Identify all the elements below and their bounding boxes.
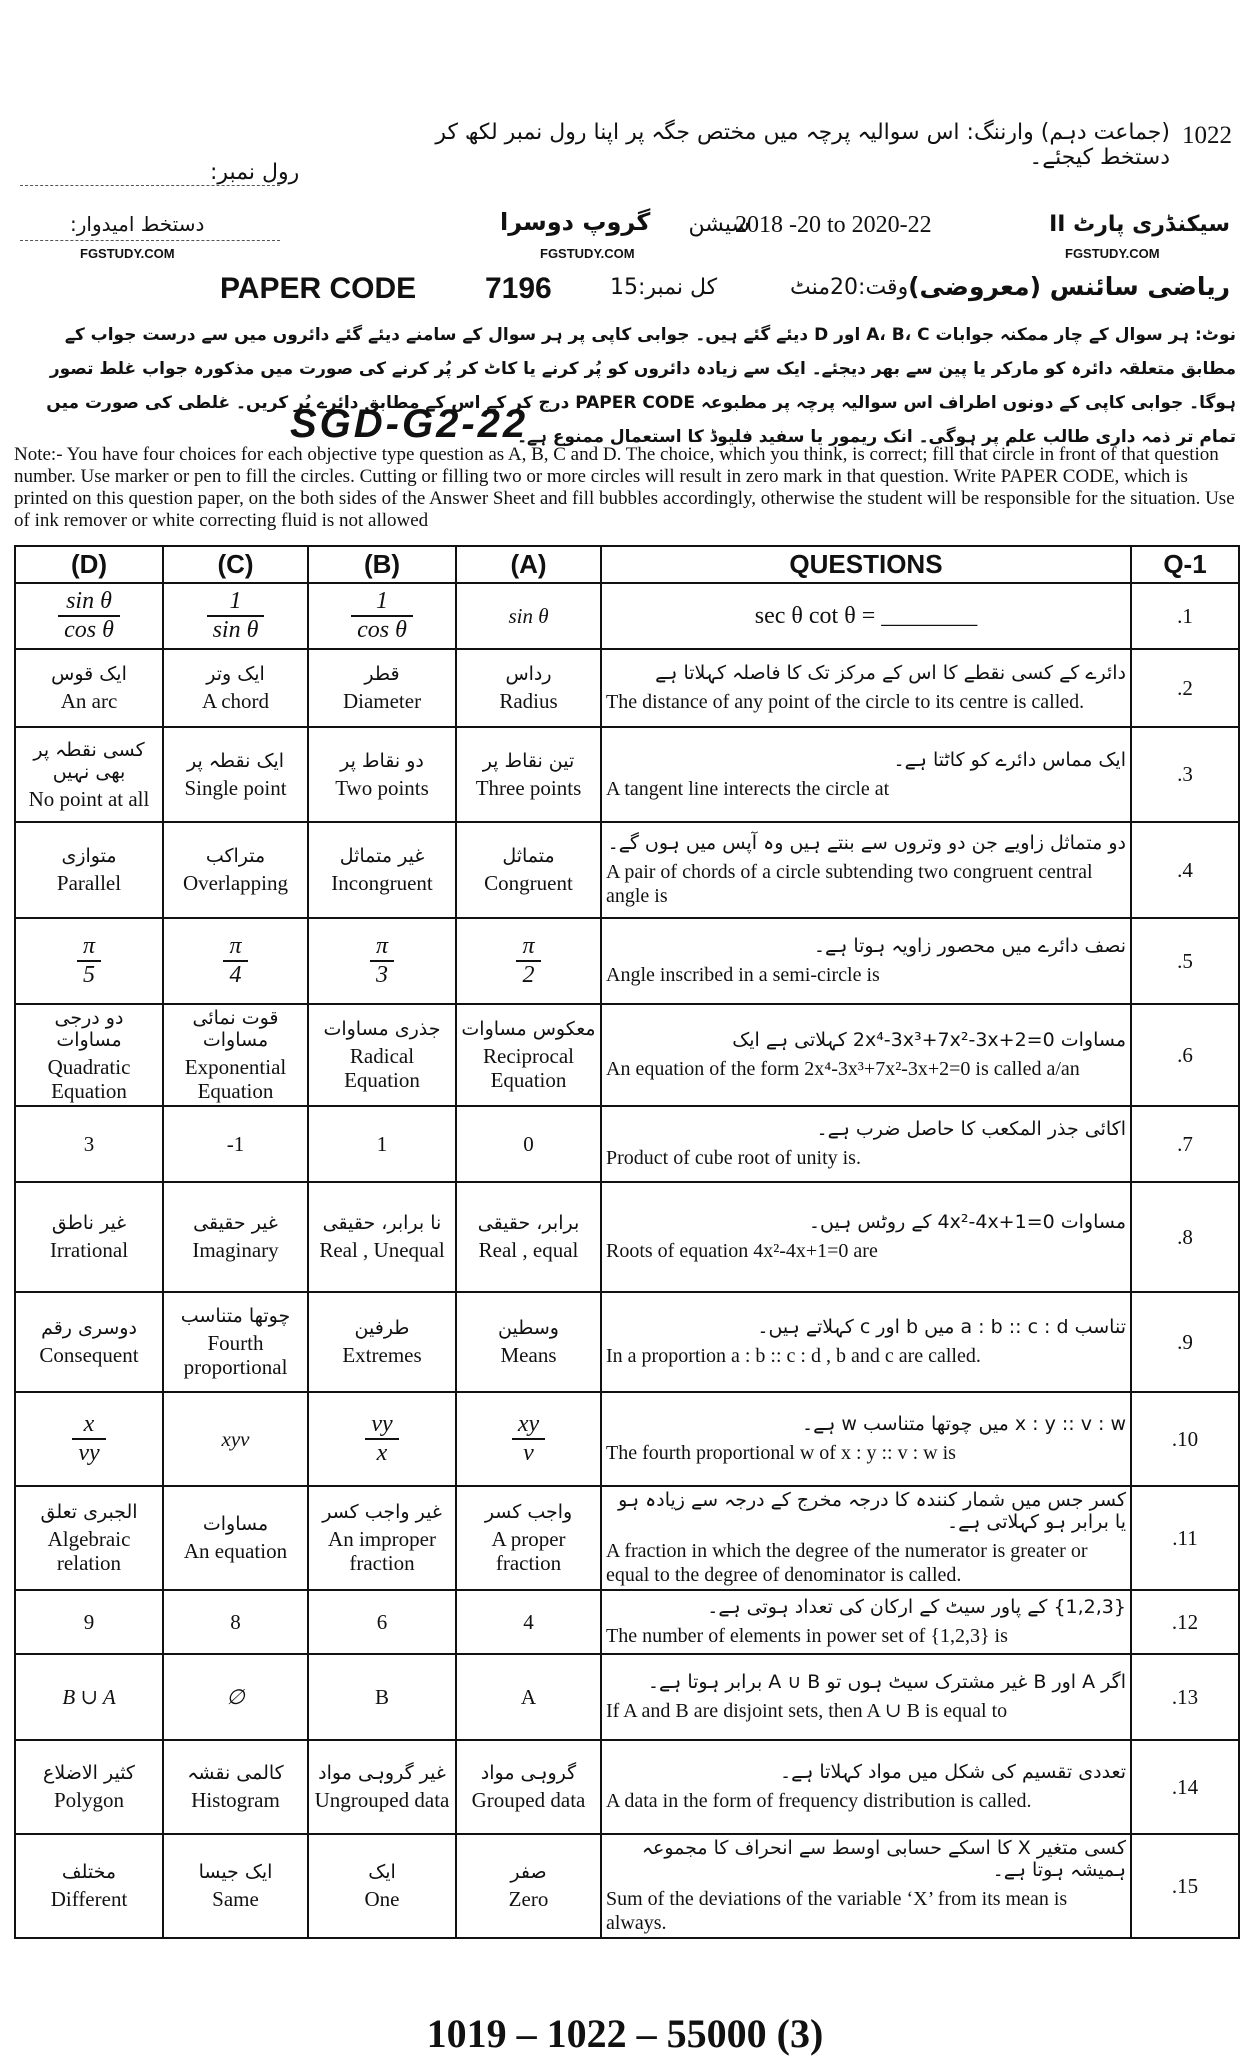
option-urdu-text: مساوات	[202, 1513, 269, 1535]
question-number: .13	[1131, 1654, 1239, 1740]
option-urdu-text: غیر گروہی مواد	[318, 1762, 446, 1784]
question-number: .11	[1131, 1486, 1239, 1590]
option-text: 4	[523, 1610, 534, 1634]
option-urdu-text: کالمی نقشہ	[187, 1762, 284, 1784]
question-text	[601, 649, 1131, 727]
question-urdu: کسر جس میں شمار کنندہ کا درجہ مخرج کے درجہ سے زیادہ ہو یا برابر ہو کہلاتی ہے۔	[618, 1489, 1126, 1533]
fraction-numerator: π	[82, 933, 96, 959]
option-text: Same	[212, 1887, 259, 1911]
option-d	[15, 1106, 163, 1182]
paper-code-value: 7196	[485, 272, 552, 305]
option-text: Imaginary	[192, 1238, 279, 1262]
option-text: Diameter	[342, 689, 422, 713]
option-urdu-text: قوت نمائی مساوات	[192, 1007, 279, 1051]
question-urdu: نصف دائرے میں محصور زاویہ ہوتا ہے۔	[813, 935, 1126, 957]
option-a	[456, 1834, 601, 1938]
question-text	[601, 1392, 1131, 1486]
option-a	[456, 1590, 601, 1654]
option-urdu-text: کثیر الاضلاع	[43, 1762, 135, 1784]
question-urdu: ایک مماس دائرے کو کاٹتا ہے۔	[893, 748, 1126, 771]
option-urdu-text: وسطین	[498, 1317, 559, 1339]
table-row	[15, 1004, 1239, 1106]
option-urdu-text: رداس	[505, 663, 552, 685]
option-urdu-text: ایک وتر	[206, 663, 265, 685]
option-d	[15, 649, 163, 727]
option-text: 1	[376, 1132, 388, 1156]
option-d	[15, 1292, 163, 1392]
option-text: No point at all	[28, 786, 150, 811]
question-number: .9	[1131, 1292, 1239, 1392]
option-text: Means	[500, 1343, 557, 1367]
option-urdu-text: نا برابر، حقیقی	[322, 1212, 442, 1234]
question-urdu: {1,2,3} کے پاور سیٹ کے ارکان کی تعداد ہوتی ہے۔	[707, 1596, 1126, 1618]
option-b	[308, 1834, 456, 1938]
option-text: Different	[50, 1887, 128, 1911]
option-urdu-text: متوازی	[61, 845, 117, 867]
option-text: An arc	[60, 689, 118, 713]
option-text: Incongruent	[331, 871, 433, 895]
option-text: Three points	[475, 775, 582, 800]
session-value: 2018 -20 to 2020-22	[735, 212, 932, 238]
question-number: .14	[1131, 1740, 1239, 1834]
question-english: Product of cube root of unity is.	[606, 1147, 861, 1169]
footer-code: 1019 – 1022 – 55000 (3)	[426, 2011, 824, 2056]
option-urdu-text: دو درجی مساوات	[54, 1007, 124, 1051]
option-a	[456, 1654, 601, 1740]
question-urdu: دو متماثل زاویے جن دو وتروں سے بنتے ہیں وہ آپس میں ہوں گے۔	[607, 832, 1126, 854]
option-text: -1	[226, 1132, 245, 1156]
question-urdu: تناسب a : b :: c : d میں b اور c کہلاتے ہیں۔	[757, 1316, 1126, 1338]
option-urdu-text: متماثل	[502, 845, 555, 867]
option-b	[308, 822, 456, 918]
option-d	[15, 1004, 163, 1106]
option-text: Single point	[184, 775, 287, 800]
fraction-numerator: vy	[371, 1411, 393, 1437]
fraction-denominator: cos θ	[351, 615, 413, 644]
option-urdu-text: معکوس مساوات	[461, 1018, 596, 1040]
question-number: .7	[1131, 1106, 1239, 1182]
fraction-numerator: xy	[517, 1411, 540, 1437]
fraction-value	[58, 588, 120, 644]
option-text: Ungrouped data	[314, 1788, 450, 1812]
option-text: Overlapping	[183, 871, 288, 895]
option-b	[308, 1392, 456, 1486]
question-text	[601, 1486, 1131, 1590]
fraction-value	[72, 1411, 105, 1467]
option-text: 8	[230, 1610, 241, 1634]
fraction-denominator: 3	[370, 960, 394, 989]
option-text: An equation	[183, 1539, 288, 1563]
question-english: The number of elements in power set of {1,2,3} is	[606, 1625, 1008, 1647]
option-b	[308, 1004, 456, 1106]
table-row	[15, 1740, 1239, 1834]
fraction-denominator: v	[512, 1438, 545, 1467]
option-text: Consequent	[39, 1343, 139, 1367]
option-text: Quadratic Equation	[47, 1055, 131, 1103]
option-c	[163, 1590, 308, 1654]
option-c	[163, 1292, 308, 1392]
option-c	[163, 1740, 308, 1834]
column-header-questions: QUESTIONS	[601, 546, 1131, 583]
english-note: Note:- You have four choices for each objective type question as A, B, C and D. The choice, which you think, is correct; fill that circle in front of that question number. Use marker or pen to fill the circles. Cutting or filling two or more circles will result in zero mark in that question. Write PAPER CODE, which is printed on this question paper, on the both sides of the Answer Sheet and fill bubbles accordingly, otherwise the student will be responsible for the situation. Use of ink remover or white correcting fluid is not allowed	[14, 444, 1235, 531]
option-c	[163, 583, 308, 649]
option-c	[163, 1182, 308, 1292]
option-urdu-text: ایک قوس	[51, 663, 127, 685]
fraction-value	[516, 933, 540, 989]
option-d	[15, 1486, 163, 1590]
group-label: گروپ دوسرا	[500, 208, 651, 236]
time-allowed: وقت:20منٹ	[790, 275, 909, 300]
question-number: .8	[1131, 1182, 1239, 1292]
paper-number: 1022	[1182, 122, 1232, 149]
option-text: Histogram	[191, 1788, 280, 1812]
urdu-note: نوٹ: ہر سوال کے چار ممکنہ جوابات A، B، C اور D دیئے گئے ہیں۔ جوابی کاپی پر ہر سوال کے سامنے دیئے گئے دائروں میں سے درست جواب کے مطابق متعلقہ دائرہ کو مارکر یا پین سے بھر دیجئے۔ ایک سے زیادہ دائروں کو پُر کرنے یا کاٹ کر پُر کرنے کی صورت میں مذکورہ جواب غلط تصور ہوگا۔ جوابی کاپی کے دونوں اطراف اس سوالیہ پرچہ پر مطبوعہ PAPER CODE درج کر کے اس کے مطابق دائرے پُر کریں۔ غلطی کی صورت میں تمام تر ذمہ داری طالب علم پر ہوگی۔ انک ریمور یا سفید فلیوڈ کا استعمال ممنوع ہے۔	[46, 325, 1236, 447]
option-urdu-text: غیر حقیقی	[193, 1212, 278, 1234]
question-english: sec θ cot θ = ________	[754, 603, 978, 629]
table-row	[15, 727, 1239, 822]
fraction-value	[512, 1411, 545, 1467]
option-text: Two points	[335, 775, 429, 800]
table-row	[15, 1486, 1239, 1590]
question-english: Roots of equation 4x²-4x+1=0 are	[606, 1240, 878, 1262]
fraction-numerator: π	[522, 933, 535, 959]
option-text: Fourth proportional	[183, 1331, 288, 1379]
option-c	[163, 727, 308, 822]
option-text: Real , equal	[478, 1238, 579, 1262]
option-urdu-text: طرفین	[354, 1317, 410, 1339]
question-urdu: اکائی جذر المکعب کا حاصل ضرب ہے۔	[816, 1118, 1126, 1140]
option-text: Reciprocal Equation	[483, 1044, 574, 1092]
question-number: .1	[1131, 583, 1239, 649]
option-a	[456, 1740, 601, 1834]
option-urdu-text: متراکب	[205, 845, 266, 867]
table-row	[15, 918, 1239, 1004]
option-b	[308, 727, 456, 822]
secondary-part: سیکنڈری پارٹ II	[1049, 212, 1230, 237]
option-a	[456, 1486, 601, 1590]
option-urdu-text: مختلف	[61, 1861, 117, 1883]
question-number: .2	[1131, 649, 1239, 727]
table-row	[15, 1654, 1239, 1740]
question-text	[601, 1004, 1131, 1106]
option-text: A	[520, 1685, 537, 1709]
table-row	[15, 1292, 1239, 1392]
option-text: Radical Equation	[344, 1044, 420, 1092]
option-urdu-text: جذری مساوات	[323, 1018, 441, 1040]
table-row	[15, 583, 1239, 649]
total-marks: کل نمبر:15	[610, 275, 718, 300]
option-b	[308, 649, 456, 727]
option-b	[308, 583, 456, 649]
question-text	[601, 1834, 1131, 1938]
option-c	[163, 1004, 308, 1106]
watermark-text: FGSTUDY.COM	[80, 246, 175, 261]
option-urdu-text: تین نقاط پر	[482, 749, 575, 772]
option-c	[163, 1392, 308, 1486]
question-number: .12	[1131, 1590, 1239, 1654]
fraction-denominator: 5	[77, 960, 101, 989]
option-c	[163, 1486, 308, 1590]
session-label: سیشن	[688, 212, 750, 237]
option-text: Parallel	[56, 871, 122, 895]
option-a	[456, 1182, 601, 1292]
table-row	[15, 1834, 1239, 1938]
option-text: 6	[376, 1610, 388, 1634]
option-text: Polygon	[53, 1788, 124, 1812]
question-urdu: کسی متغیر X کا اسکے حسابی اوسط سے انحراف کا مجموعہ ہمیشہ ہوتا ہے۔	[641, 1837, 1126, 1881]
option-a	[456, 1106, 601, 1182]
fraction-value	[370, 933, 394, 989]
option-text: Congruent	[484, 871, 573, 895]
option-urdu-text: برابر، حقیقی	[477, 1212, 580, 1234]
option-b	[308, 1182, 456, 1292]
handwritten-code: SGD-G2-22	[290, 402, 529, 446]
option-a	[456, 649, 601, 727]
option-text: B	[374, 1685, 389, 1709]
fraction-denominator: 4	[223, 960, 247, 989]
option-urdu-text: غیر ناطق	[51, 1212, 127, 1234]
option-d	[15, 918, 163, 1004]
question-urdu: دائرے کے کسی نقطے کا اس کے مرکز تک کا فاصلہ کہلاتا ہے	[655, 662, 1126, 684]
option-text: Radius	[499, 689, 558, 713]
fraction-numerator: π	[375, 933, 389, 959]
table-row	[15, 1392, 1239, 1486]
option-d	[15, 1392, 163, 1486]
roll-number-field[interactable]	[20, 185, 280, 186]
option-text: ∅	[226, 1685, 245, 1709]
candidate-signature-label: دستخط امیدوار:	[70, 212, 205, 236]
question-text	[601, 1106, 1131, 1182]
option-c	[163, 649, 308, 727]
option-urdu-text: الجبری تعلق	[40, 1501, 138, 1523]
option-c	[163, 1834, 308, 1938]
option-urdu-text: ایک	[368, 1861, 396, 1883]
option-urdu-text: ایک جیسا	[198, 1861, 273, 1883]
question-text	[601, 822, 1131, 918]
fraction-value	[77, 933, 101, 989]
column-header-c: (C)	[163, 546, 308, 583]
option-text: Exponential Equation	[184, 1055, 287, 1103]
option-text: Algebraic relation	[47, 1527, 131, 1575]
watermark-text: FGSTUDY.COM	[540, 246, 635, 261]
option-a	[456, 918, 601, 1004]
option-a	[456, 727, 601, 822]
column-header-q1: Q-1	[1131, 546, 1239, 583]
option-c	[163, 1654, 308, 1740]
option-urdu-text: واجب کسر	[484, 1501, 573, 1523]
option-d	[15, 583, 163, 649]
option-b	[308, 1740, 456, 1834]
option-text: Zero	[508, 1887, 549, 1911]
fraction-value	[207, 588, 265, 644]
option-urdu-text: قطر	[364, 663, 400, 685]
fraction-denominator: x	[365, 1438, 398, 1467]
option-text: Extremes	[342, 1343, 422, 1367]
option-urdu-text: ایک نقطہ پر	[186, 749, 285, 772]
option-d	[15, 1590, 163, 1654]
question-english: Sum of the deviations of the variable ‘X’ from its mean is always.	[606, 1888, 1068, 1934]
question-number: .3	[1131, 727, 1239, 822]
option-d	[15, 1834, 163, 1938]
option-urdu-text: کسی نقطہ پر بھی نہیں	[33, 738, 145, 783]
subject-title: ریاضی سائنس (معروضی)	[908, 272, 1230, 301]
option-c	[163, 1106, 308, 1182]
fraction-numerator: 1	[229, 588, 242, 614]
question-english: A fraction in which the degree of the numerator is greater or equal to the degree of denominator is called.	[606, 1540, 1088, 1586]
option-b	[308, 1590, 456, 1654]
question-english: If A and B are disjoint sets, then A ∪ B is equal to	[606, 1700, 1008, 1722]
option-a	[456, 822, 601, 918]
option-text: Grouped data	[471, 1788, 586, 1812]
fraction-value	[365, 1411, 398, 1467]
class-warning: (جماعت دہم) وارننگ: اس سوالیہ پرچہ میں مختص جگہ پر اپنا رول نمبر لکھ کر دستخط کیجئے۔	[435, 120, 1170, 170]
option-d	[15, 822, 163, 918]
fraction-denominator: cos θ	[58, 615, 120, 644]
option-b	[308, 1654, 456, 1740]
question-text	[601, 727, 1131, 822]
option-b	[308, 1292, 456, 1392]
question-number: .10	[1131, 1392, 1239, 1486]
question-english: The fourth proportional w of x : y :: v : w is	[606, 1442, 956, 1464]
column-header-b: (B)	[308, 546, 456, 583]
option-text: Irrational	[49, 1238, 129, 1262]
table-row	[15, 1106, 1239, 1182]
fraction-numerator: x	[83, 1411, 95, 1437]
fraction-numerator: π	[229, 933, 242, 959]
signature-field[interactable]	[20, 240, 280, 241]
question-text	[601, 1182, 1131, 1292]
option-text: One	[364, 1887, 400, 1911]
column-header-d: (D)	[15, 546, 163, 583]
fraction-numerator: sin θ	[66, 588, 112, 614]
option-urdu-text: گروہی مواد	[480, 1762, 577, 1784]
roll-number-label: رول نمبر:	[210, 160, 300, 185]
table-row	[15, 649, 1239, 727]
question-english: The distance of any point of the circle to its centre is called.	[606, 691, 1085, 713]
question-text	[601, 583, 1131, 649]
option-urdu-text: دو نقاط پر	[340, 749, 424, 772]
option-d	[15, 1182, 163, 1292]
question-english: A tangent line interects the circle at	[606, 777, 890, 800]
question-urdu: مساوات 2x⁴-3x³+7x²-3x+2=0 کہلاتی ہے ایک	[732, 1029, 1126, 1051]
option-c	[163, 918, 308, 1004]
option-urdu-text: دوسری رقم	[41, 1317, 137, 1339]
option-b	[308, 1106, 456, 1182]
fraction-value	[223, 933, 247, 989]
option-d	[15, 1740, 163, 1834]
option-d	[15, 727, 163, 822]
fraction-value	[351, 588, 413, 644]
question-number: .6	[1131, 1004, 1239, 1106]
question-english: Angle inscribed in a semi-circle is	[606, 964, 880, 986]
option-a	[456, 1292, 601, 1392]
table-row	[15, 822, 1239, 918]
question-urdu: تعددی تقسیم کی شکل میں مواد کہلاتا ہے۔	[779, 1761, 1126, 1783]
option-text: A chord	[201, 689, 270, 713]
table-row	[15, 1182, 1239, 1292]
table-header-row	[15, 546, 1239, 583]
option-a	[456, 1004, 601, 1106]
option-text: B ∪ A	[62, 1685, 116, 1709]
question-number: .15	[1131, 1834, 1239, 1938]
option-text: 0	[523, 1132, 534, 1156]
question-english: In a proportion a : b :: c : d , b and c are called.	[606, 1345, 981, 1367]
option-urdu-text: غیر متماثل	[339, 845, 425, 867]
question-urdu: اگر A اور B غیر مشترک سیٹ ہوں تو A ∪ B برابر ہوتا ہے۔	[647, 1671, 1126, 1693]
question-text	[601, 1292, 1131, 1392]
column-header-a: (A)	[456, 546, 601, 583]
question-english: An equation of the form 2x⁴-3x³+7x²-3x+2=0 is called a/an	[606, 1058, 1080, 1080]
fraction-denominator: vy	[72, 1438, 105, 1467]
table-row	[15, 1590, 1239, 1654]
option-text: sin θ	[508, 604, 549, 628]
option-c	[163, 822, 308, 918]
question-number: .5	[1131, 918, 1239, 1004]
option-d	[15, 1654, 163, 1740]
question-text	[601, 1654, 1131, 1740]
watermark-text: FGSTUDY.COM	[1065, 246, 1160, 261]
option-urdu-text: غیر واجب کسر	[322, 1501, 442, 1523]
question-text	[601, 1590, 1131, 1654]
option-text: An improper fraction	[328, 1527, 436, 1575]
question-english: A pair of chords of a circle subtending two congruent central angle is	[606, 861, 1093, 907]
question-text	[601, 918, 1131, 1004]
option-text: xyv	[221, 1427, 250, 1451]
option-urdu-text: چوتھا متناسب	[180, 1305, 291, 1327]
option-a	[456, 583, 601, 649]
option-text: Real , Unequal	[319, 1238, 445, 1262]
fraction-numerator: 1	[376, 588, 388, 614]
option-text: A proper fraction	[491, 1527, 566, 1575]
option-a	[456, 1392, 601, 1486]
option-text: 3	[83, 1132, 95, 1156]
option-b	[308, 918, 456, 1004]
question-urdu: x : y :: v : w میں چوتھا متناسب w ہے۔	[801, 1413, 1126, 1435]
question-english: A data in the form of frequency distribution is called.	[606, 1790, 1032, 1812]
paper-code-label: PAPER CODE	[220, 272, 417, 305]
fraction-denominator: 2	[516, 960, 540, 989]
question-urdu: مساوات 4x²-4x+1=0 کے روٹس ہیں۔	[808, 1211, 1126, 1233]
fraction-denominator: sin θ	[207, 615, 265, 644]
option-text: 9	[83, 1610, 95, 1634]
option-b	[308, 1486, 456, 1590]
option-urdu-text: صفر	[510, 1861, 547, 1883]
question-number: .4	[1131, 822, 1239, 918]
questions-table	[14, 545, 1240, 1939]
question-text	[601, 1740, 1131, 1834]
